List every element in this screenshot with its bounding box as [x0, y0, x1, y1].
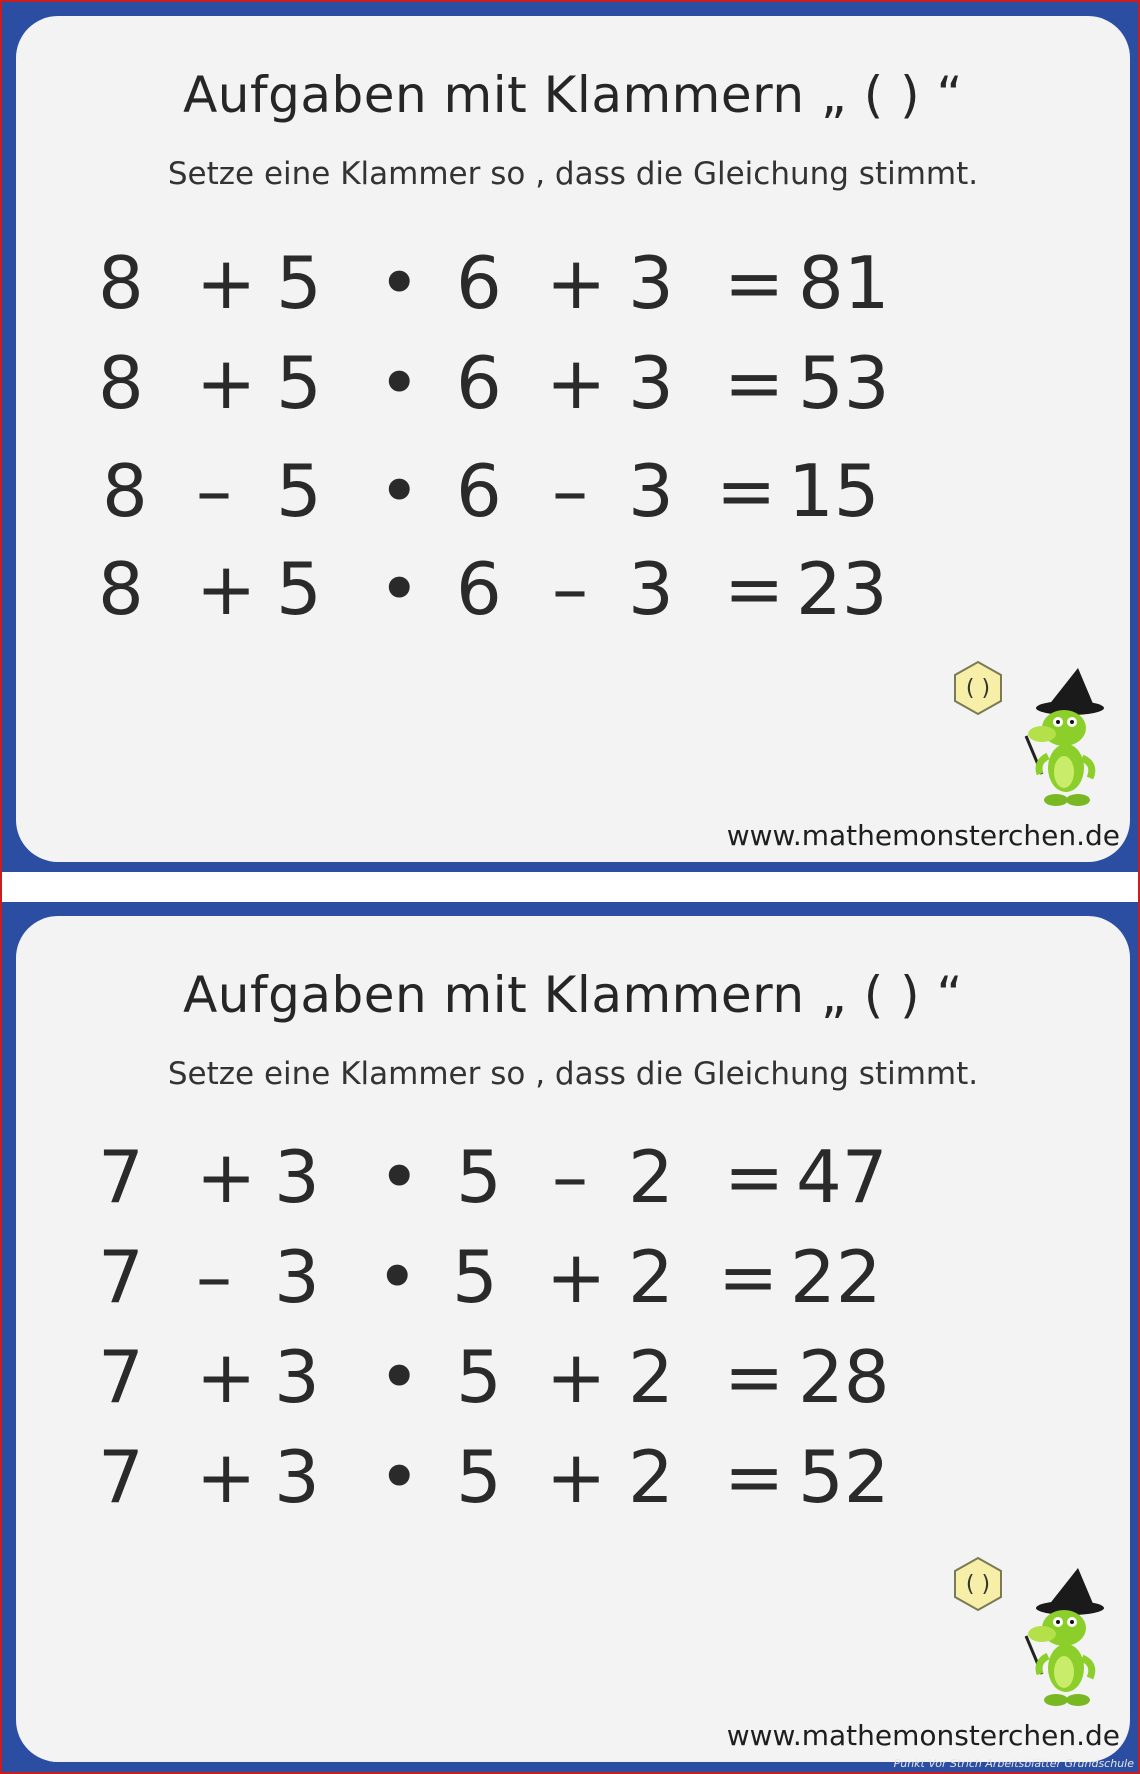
monster-mascot-icon [1018, 1566, 1108, 1716]
parentheses-hexagon-icon [952, 1556, 1004, 1612]
operand: 3 [274, 1335, 320, 1419]
website-url: www.mathemonsterchen.de [726, 1719, 1120, 1752]
equals-sign: = [724, 1335, 785, 1419]
operator: + [546, 241, 607, 325]
operator: + [196, 1435, 257, 1519]
operator: + [546, 1235, 607, 1319]
operand: 5 [276, 449, 322, 533]
result: 53 [798, 341, 890, 425]
operator: + [196, 547, 257, 631]
badge-label: ( ) [965, 676, 991, 701]
equals-sign: = [716, 449, 777, 533]
result: 22 [790, 1235, 882, 1319]
operand: 6 [456, 241, 502, 325]
operand: 5 [452, 1235, 498, 1319]
worksheet-card-1 [2, 2, 1138, 872]
card-instruction: Setze eine Klammer so , dass die Gleichung stimmt. [167, 1056, 979, 1092]
operand: 7 [98, 1335, 144, 1419]
equals-sign: = [724, 241, 785, 325]
operand: 8 [98, 547, 144, 631]
equals-sign: = [724, 341, 785, 425]
operand: 8 [98, 241, 144, 325]
equals-sign: = [724, 547, 785, 631]
result: 47 [796, 1135, 888, 1219]
operand: 3 [628, 449, 674, 533]
equation-row [16, 1432, 916, 1522]
operator: + [546, 341, 607, 425]
equals-sign: = [724, 1435, 785, 1519]
operand: 3 [274, 1135, 320, 1219]
operator: • [378, 1135, 421, 1219]
operand: 3 [628, 241, 674, 325]
operand: 2 [628, 1235, 674, 1319]
worksheet-card-2 [2, 902, 1138, 1772]
card-body [16, 916, 1130, 1762]
operator: • [376, 1235, 419, 1319]
operand: 5 [456, 1435, 502, 1519]
equation-row [16, 1332, 916, 1422]
operand: 2 [628, 1335, 674, 1419]
website-url: www.mathemonsterchen.de [726, 819, 1120, 852]
operand: 7 [98, 1235, 144, 1319]
operand: 6 [456, 547, 502, 631]
operand: 3 [628, 341, 674, 425]
equation-row [16, 1232, 916, 1322]
operand: 6 [456, 449, 502, 533]
separator [2, 872, 1138, 902]
card-title: Aufgaben mit Klammern „ ( ) “ [183, 66, 963, 124]
result: 23 [796, 547, 888, 631]
operand: 7 [98, 1435, 144, 1519]
operator: • [378, 341, 421, 425]
operator: + [196, 1135, 257, 1219]
card-instruction: Setze eine Klammer so , dass die Gleichung stimmt. [167, 156, 979, 192]
card-body [16, 16, 1130, 862]
equals-sign: = [724, 1135, 785, 1219]
operator: – [552, 547, 588, 631]
operator: • [378, 547, 421, 631]
result: 28 [798, 1335, 890, 1419]
operator: + [546, 1335, 607, 1419]
result: 15 [788, 449, 880, 533]
badge-label: ( ) [965, 1572, 991, 1597]
operator: – [552, 1135, 588, 1219]
parentheses-hexagon-icon [952, 660, 1004, 716]
operator: + [546, 1435, 607, 1519]
operator: + [196, 341, 257, 425]
operand: 5 [276, 241, 322, 325]
operand: 2 [628, 1435, 674, 1519]
equation-row [16, 446, 916, 536]
operator: • [378, 449, 421, 533]
operand: 6 [456, 341, 502, 425]
operand: 8 [98, 341, 144, 425]
operand: 5 [276, 341, 322, 425]
operand: 3 [274, 1235, 320, 1319]
operator: • [378, 241, 421, 325]
equals-sign: = [718, 1235, 779, 1319]
operator: • [378, 1335, 421, 1419]
equation-row [16, 544, 916, 634]
card-title: Aufgaben mit Klammern „ ( ) “ [183, 966, 963, 1024]
operator: – [196, 449, 232, 533]
result: 81 [798, 241, 890, 325]
operand: 3 [628, 547, 674, 631]
equation-row [16, 1132, 916, 1222]
monster-mascot-icon [1018, 666, 1108, 816]
operand: 7 [98, 1135, 144, 1219]
operator: – [552, 449, 588, 533]
equation-row [16, 338, 916, 428]
operand: 5 [456, 1335, 502, 1419]
operator: • [378, 1435, 421, 1519]
equation-row [16, 238, 916, 328]
result: 52 [798, 1435, 890, 1519]
operand: 5 [456, 1135, 502, 1219]
operand: 3 [274, 1435, 320, 1519]
operand: 2 [628, 1135, 674, 1219]
operand: 5 [276, 547, 322, 631]
operator: + [196, 1335, 257, 1419]
operand: 8 [102, 449, 148, 533]
credit-caption: Punkt Vor Strich Arbeitsblätter Grundschule [893, 1757, 1134, 1770]
operator: + [196, 241, 257, 325]
operator: – [196, 1235, 232, 1319]
